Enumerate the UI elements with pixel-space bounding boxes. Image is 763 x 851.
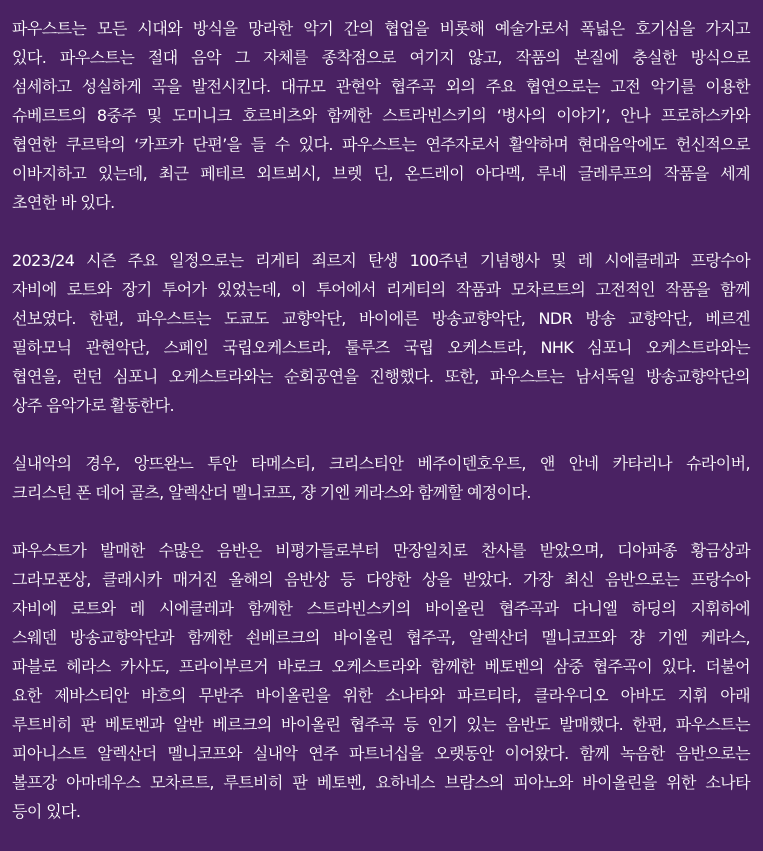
text-line: 이바지하고 있는데, 최근 페테르 외트뵈시, 브렛 딘, 온드레이 아다멕, 루네 글레루프의 작품을 세계 <box>12 164 750 183</box>
paragraph-collaborations <box>12 14 750 217</box>
text-line: 요한 제바스티안 바흐의 무반주 바이올린을 위한 소나타와 파르티타, 클라우디오 아바도 지휘 아래 <box>12 686 750 705</box>
text-line: 파우스트는 모든 시대와 방식을 망라한 악기 간의 협업을 비롯해 예술가로서 폭넓은 호기심을 가지고 <box>12 19 750 38</box>
paragraph-season-2023-24 <box>12 246 750 420</box>
text-line: 선보였다. 한편, 파우스트는 도쿄도 교향악단, 바이에른 방송교향악단, NDR 방송 교향악단, 베르겐 <box>12 309 750 328</box>
text-line: 파블로 헤라스 카사도, 프라이부르거 바로크 오케스트라와 함께한 베토벤의 삼중 협주곡이 있다. 더불어 <box>12 657 750 676</box>
text-line: 2023/24 시즌 주요 일정으로는 리게티 죄르지 탄생 100주년 기념행사 및 레 시에클레과 프랑수아 <box>12 251 750 270</box>
text-line: 자비에 로트와 장기 투어가 있었는데, 이 투어에서 리게티의 작품과 모차르트의 고전적인 작품을 함께 <box>12 280 750 299</box>
biography-text <box>0 14 763 851</box>
text-line: 파우스트가 발매한 수많은 음반은 비평가들로부터 만장일치로 찬사를 받았으며, 디아파종 황금상과 <box>12 541 750 560</box>
text-line: 있다. 파우스트는 절대 음악 그 자체를 종착점으로 여기지 않고, 작품의 본질에 충실한 방식으로 <box>12 48 750 67</box>
text-line: 등이 있다. <box>12 802 81 821</box>
text-line: 협연을, 런던 심포니 오케스트라와는 순회공연을 진행했다. 또한, 파우스트는 남서독일 방송교향악단의 <box>12 367 750 386</box>
text-line: 슈베르트의 8중주 및 도미니크 호르비츠와 함께한 스트라빈스키의 ‘병사의 이야기’, 안나 프로하스카와 <box>12 106 750 125</box>
text-line: 자비에 로트와 레 시에클레과 함께한 스트라빈스키의 바이올린 협주곡과 다니엘 하딩의 지휘하에 <box>12 599 750 618</box>
text-line: 루트비히 판 베토벤과 알반 베르크의 바이올린 협주곡 등 인기 있는 음반도 발매했다. 한편, 파우스트는 <box>12 715 750 734</box>
paragraph-chamber-music <box>12 449 750 507</box>
paragraph-spacer <box>12 420 750 449</box>
text-line: 실내악의 경우, 앙뜨완느 투안 타메스티, 크리스티안 베주이덴호우트, 앤 안네 카타리나 슈라이버, <box>12 454 750 473</box>
text-line: 섬세하고 성실하게 곡을 발전시킨다. 대규모 관현악 협주곡 외의 주요 협연으로는 고전 악기를 이용한 <box>12 77 750 96</box>
text-line: 초연한 바 있다. <box>12 193 115 212</box>
text-line: 협연한 쿠르탁의 ‘카프카 단편’을 들 수 있다. 파우스트는 연주자로서 활약하며 현대음악에도 헌신적으로 <box>12 135 750 154</box>
text-line: 상주 음악가로 활동한다. <box>12 396 175 415</box>
text-line: 크리스틴 폰 데어 골츠, 알렉산더 멜니코프, 쟝 기엔 케라스와 함께할 예정이다. <box>12 483 531 502</box>
paragraph-spacer <box>12 217 750 246</box>
text-line: 그라모폰상, 클래시카 매거진 올해의 음반상 등 다양한 상을 받았다. 가장 최신 음반으로는 프랑수아 <box>12 570 750 589</box>
text-line: 피아니스트 알렉산더 멜니코프와 실내악 연주 파트너십을 오랫동안 이어왔다. 함께 녹음한 음반으로는 <box>12 744 750 763</box>
text-line: 볼프강 아마데우스 모차르트, 루트비히 판 베토벤, 요하네스 브람스의 피아노와 바이올린을 위한 소나타 <box>12 773 750 792</box>
text-line: 스웨덴 방송교향악단과 함께한 쇤베르크의 바이올린 협주곡, 알렉산더 멜니코프와 쟝 기엔 케라스, <box>12 628 750 647</box>
paragraph-discography <box>12 536 750 826</box>
text-line: 필하모닉 관현악단, 스페인 국립오케스트라, 툴루즈 국립 오케스트라, NHK 심포니 오케스트라와는 <box>12 338 750 357</box>
paragraph-spacer <box>12 507 750 536</box>
